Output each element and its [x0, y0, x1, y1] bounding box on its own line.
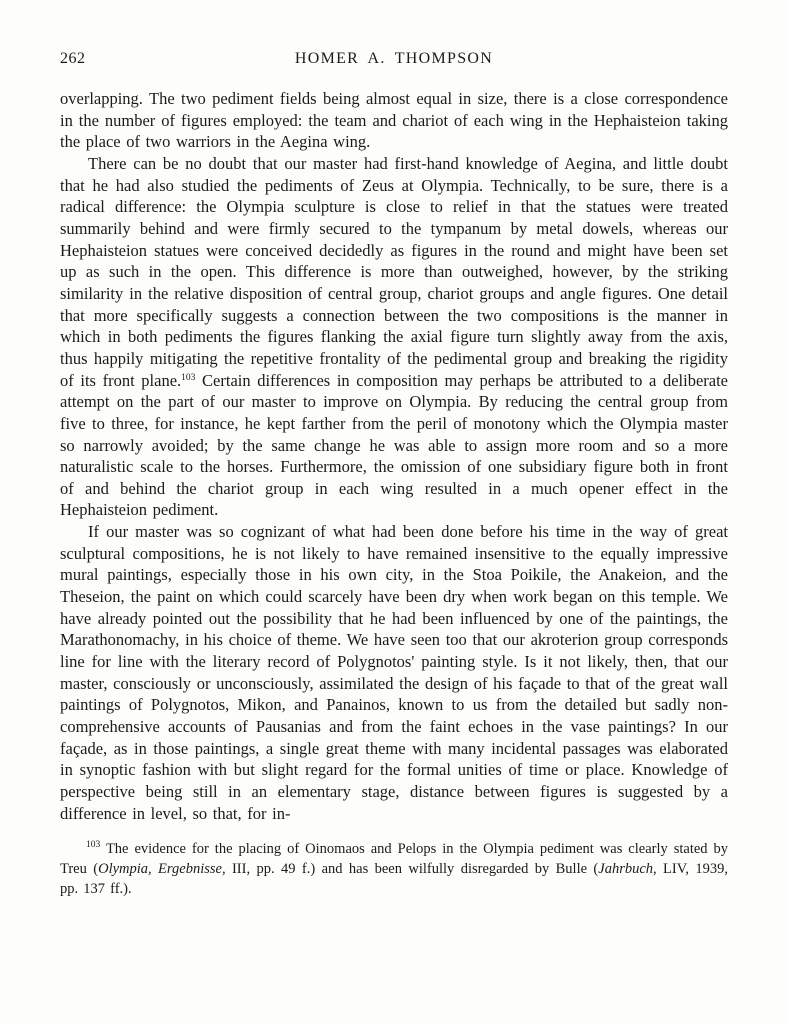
paragraph-text: Certain differences in composition may perhaps be attributed to a deliberate attempt on the part of our master to improve on Olympia. By reducing the central group from five to three, for instance, he kept farther from the peril of monotony which the Olympia master so narrowly avoided; by the same change he was able to assign more room and so a more naturalistic scale to the horses. Furthermore, the omission of one subsidiary figure both in front of and behind the chariot group in each wing resulted in a much opener effect in the Hephaisteion pediment.	[60, 370, 728, 520]
footnote-citation-jahrbuch: Jahrbuch	[598, 860, 654, 877]
footnote-text: , LIV, 1939, pp. 137 ff.).	[60, 860, 728, 897]
running-head: HOMER A. THOMPSON	[294, 50, 494, 67]
footnote-citation-olympia-ergebnisse: Olympia, Ergebnisse	[98, 860, 222, 877]
paragraph-text: If our master was so cognizant of what had been done before his time in the way of great sculptural compositions, he is not likely to have remained insensitive to the equally impressive mural paintings, especially those in his own city, in the Stoa Poikile, the Anakeion, and the Theseion, the paint on which could scarcely have been dry when work began on this temple. We have already pointed out the possibility that he had been influenced by one of the paintings, the Marathonomachy, in his choice of theme. We have seen too that our akroterion group corresponds line for line with the literary record of Polygnotos' painting style. Is it not likely, then, that our master, consciously or unconsciously, assimilated the design of his façade to that of the great wall paintings of Polygnotos, Mikon, and Panainos, known to us from the detailed but sadly non-comprehensive accounts of Pausanias and from the faint echoes in the vase paintings? In our façade, as in those paintings, a single great theme with many incidental passages was elaborated in synoptic fashion with but slight regard for the formal unities of time or place. Knowledge of perspective being still in an elementary stage, distance between figures is suggested by a difference in level, so that, for in-	[60, 522, 728, 823]
footnote-reference-103: 103	[181, 372, 196, 383]
footnote-text: , III, pp. 49 f.) and has been wilfully disregarded by Bulle (	[221, 860, 599, 877]
body-text	[60, 88, 728, 824]
footnote-text: The evidence for the placing of Oinomaos and Pelops in the Olympia pediment was clearly stated by Treu (	[60, 841, 728, 877]
footnote	[60, 840, 728, 899]
page-header	[60, 50, 728, 70]
paragraph-text: There can be no doubt that our master had first-hand knowledge of Aegina, and little doubt that he had also studied the pediments of Zeus at Olympia. Technically, to be sure, there is a radical difference: the Olympia sculpture is close to relief in that the statues were treated summarily behind and were firmly secured to the tympanum by metal dowels, whereas our Hephaisteion statues were conceived decidedly as figures in the round and might have been set up as such in the open. This difference is more than outweighed, however, by the striking similarity in the relative disposition of central group, chariot groups and angle figures. One detail that more specifically suggests a connection between the two compositions is the manner in which in both pediments the figures flanking the axial figure turn slightly away from the axis, thus happily mitigating the repetitive frontality of the pedimental group and breaking the rigidity of its front plane.	[60, 153, 728, 390]
paragraph-aegina-olympia	[60, 153, 728, 521]
paragraph-text: overlapping. The two pediment fields being almost equal in size, there is a close correspondence in the number of figures employed: the team and chariot of each wing in the Hephaisteion taking the place of two warriors in the Aegina wing.	[60, 89, 728, 152]
footnote-103	[60, 840, 728, 899]
page-number: 262	[60, 50, 86, 67]
paragraph-overlapping	[60, 88, 728, 153]
footnote-marker: 103	[86, 840, 101, 851]
paragraph-mural-paintings	[60, 521, 728, 824]
